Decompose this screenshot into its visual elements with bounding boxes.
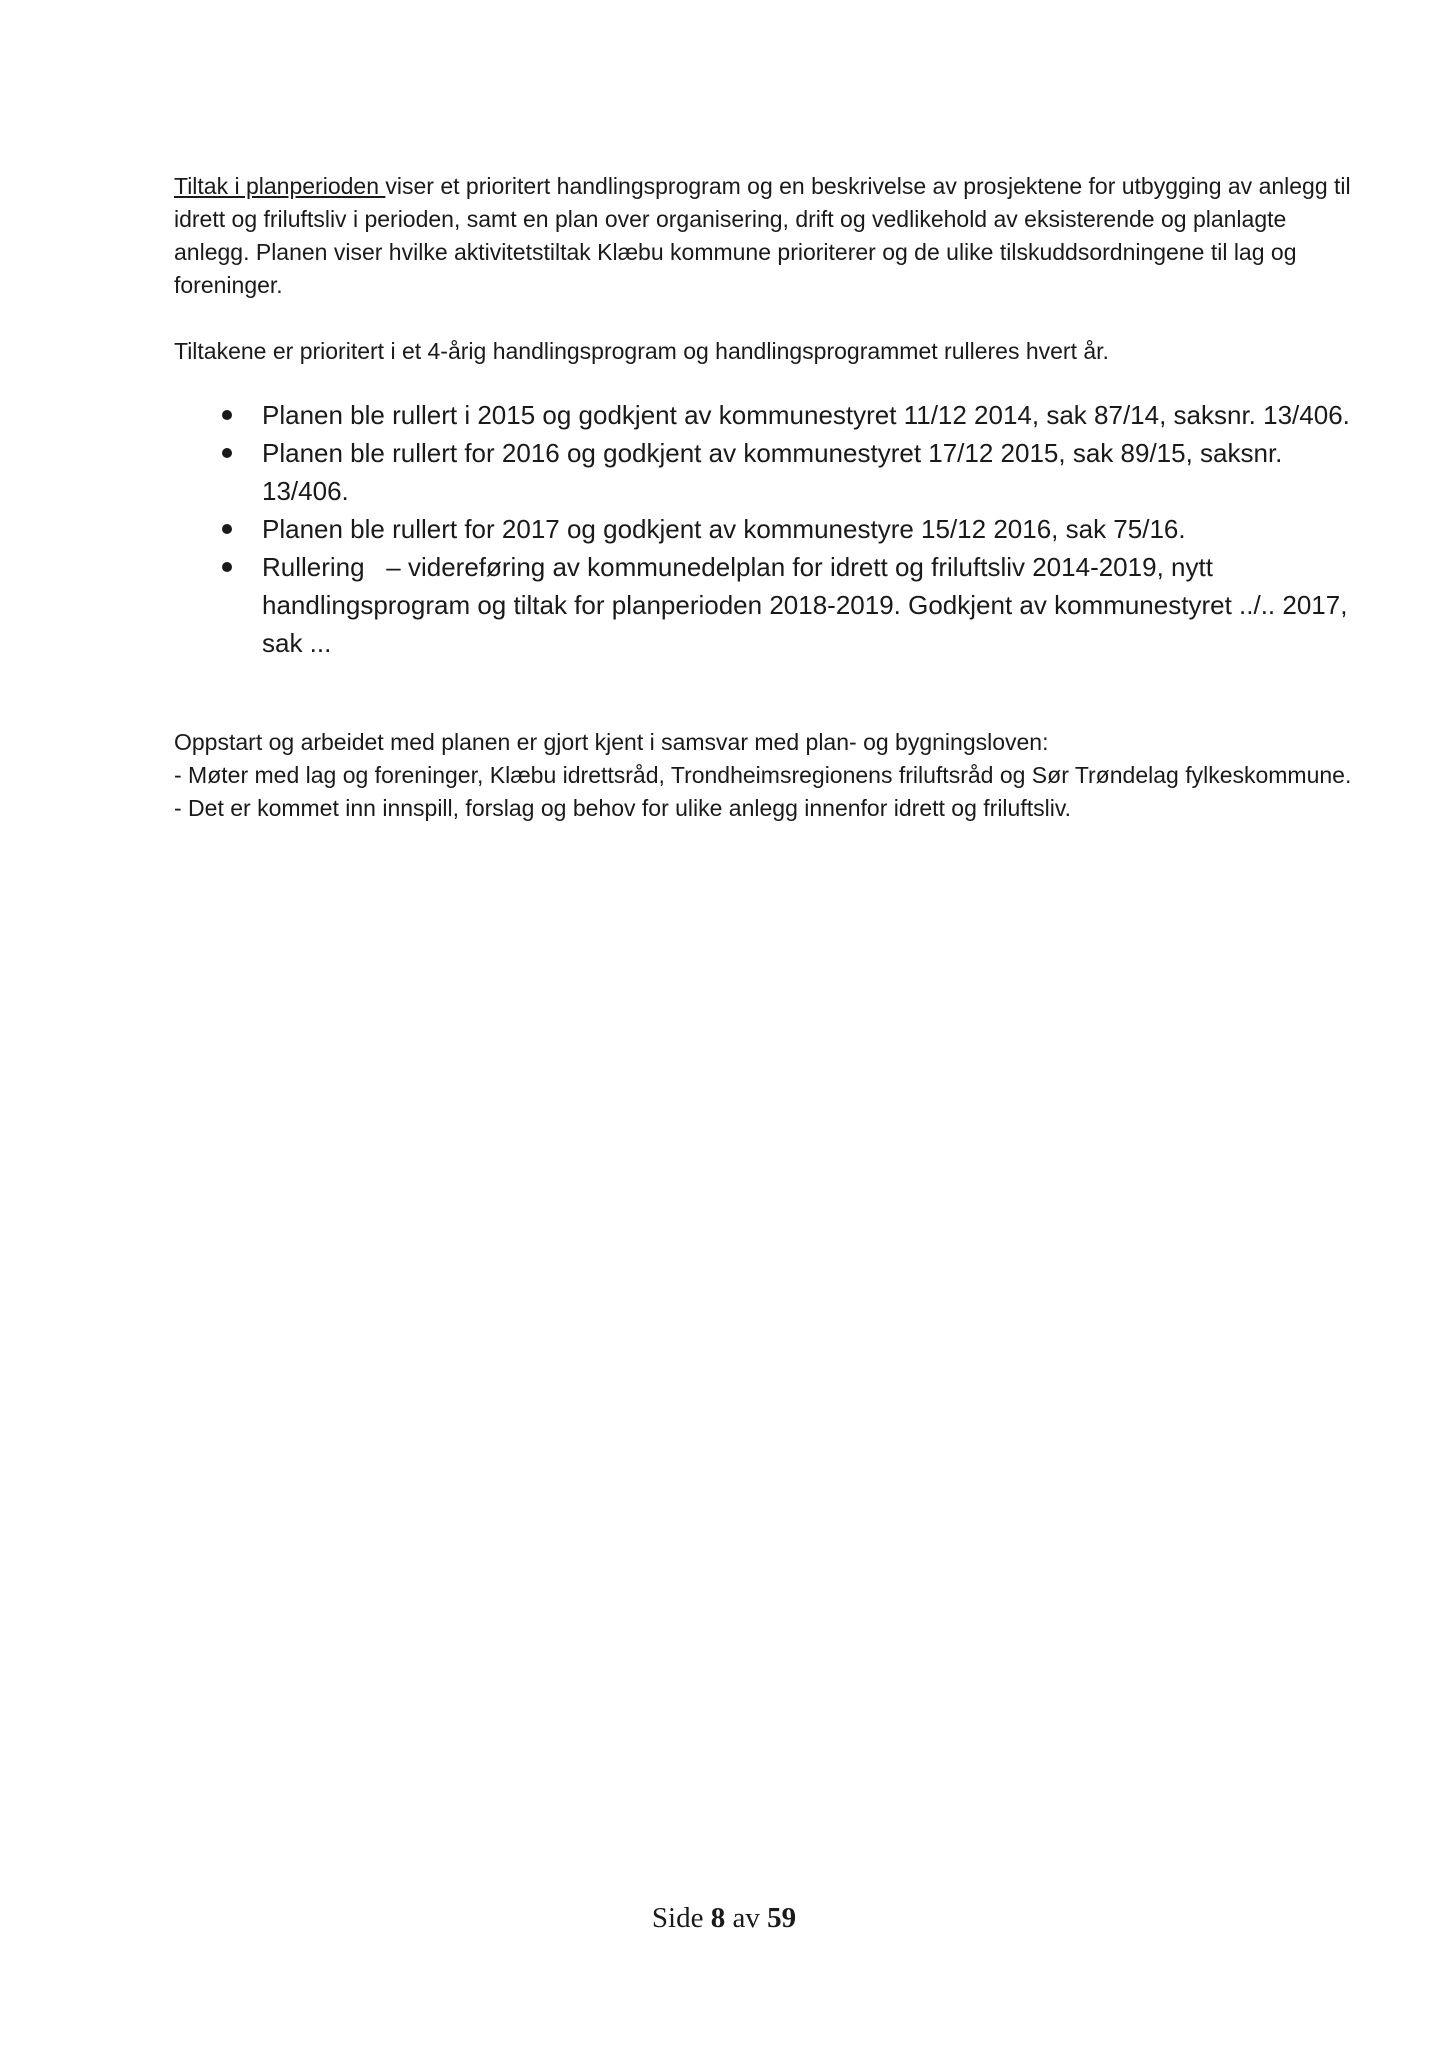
process-paragraph: [174, 726, 1354, 825]
list-item-text: Planen ble rullert for 2016 og godkjent av kommunestyret 17/12 2015, sak 89/15, saksnr. 13/406.: [262, 438, 1283, 506]
bullet-icon: [222, 562, 232, 572]
list-item: [174, 510, 1354, 548]
priority-paragraph: Tiltakene er prioritert i et 4-årig handlingsprogram og handlingsprogrammet rulleres hvert år.: [174, 338, 1109, 364]
footer-separator: av: [725, 1902, 768, 1934]
page-footer: [0, 1902, 1448, 1935]
bullet-icon: [222, 410, 232, 420]
list-item-text: Planen ble rullert i 2015 og godkjent av kommunestyret 11/12 2014, sak 87/14, saksnr. 13/406.: [262, 400, 1350, 430]
list-item: [174, 434, 1354, 510]
bullet-icon: [222, 524, 232, 534]
process-line-3: - Det er kommet inn innspill, forslag og behov for ulike anlegg innenfor idrett og friluftsliv.: [174, 795, 1072, 821]
page-content: [174, 170, 1354, 825]
intro-paragraph: [174, 170, 1354, 302]
bullet-icon: [222, 448, 232, 458]
footer-prefix: Side: [651, 1902, 711, 1934]
intro-text: viser et prioritert handlingsprogram og en beskrivelse av prosjektene for utbygging av anlegg til idrett og friluftsliv i perioden, samt en plan over organisering, drift og vedlikehold av eksisterende og planlagte anlegg. Planen viser hvilke aktivitetstiltak Klæbu kommune prioriterer og de ulike tilskuddsordningene til lag og foreninger.: [174, 173, 1351, 298]
revision-list: [174, 396, 1354, 662]
list-item-text: Rullering – videreføring av kommunedelplan for idrett og friluftsliv 2014-2019, nytt handlingsprogram og tiltak for planperioden 2018-2019. Godkjent av kommunestyret ../.. 2017, sak ...: [262, 552, 1355, 658]
list-item: [174, 396, 1354, 434]
process-line-1: Oppstart og arbeidet med planen er gjort kjent i samsvar med plan- og bygningsloven:: [174, 729, 1049, 755]
list-item: [174, 548, 1354, 662]
list-item-text: Planen ble rullert for 2017 og godkjent av kommunestyre 15/12 2016, sak 75/16.: [262, 514, 1186, 544]
intro-lead-underlined: Tiltak i planperioden: [174, 173, 386, 199]
footer-total-pages: 59: [767, 1902, 797, 1934]
process-line-2: - Møter med lag og foreninger, Klæbu idrettsråd, Trondheimsregionens friluftsråd og Sør Trøndelag fylkeskommune.: [174, 762, 1352, 788]
footer-current-page: 8: [710, 1902, 726, 1934]
